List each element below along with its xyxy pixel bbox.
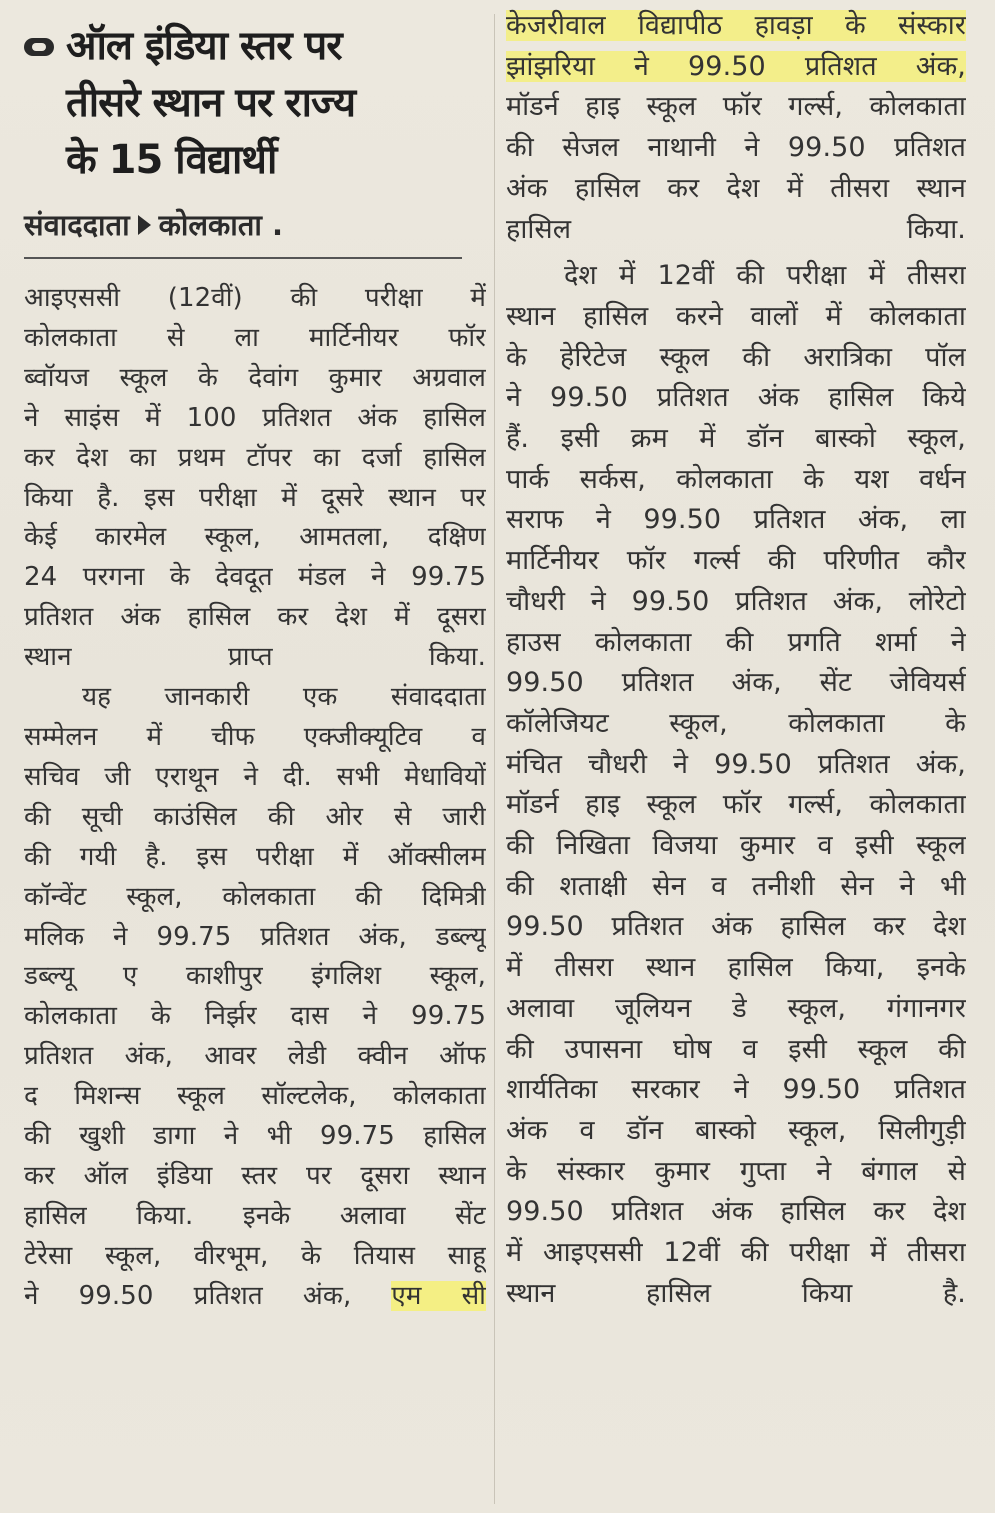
text-line: हैं. इसी क्रम में डॉन बास्को स्कूल, [506, 423, 966, 455]
triangle-icon [138, 215, 151, 235]
text-line: अंक हासिल कर देश में तीसरा स्थान [506, 172, 966, 204]
text-line: प्रतिशत अंक हासिल कर देश में दूसरा [24, 602, 486, 633]
text-line: मंचित चौधरी ने 99.50 प्रतिशत अंक, [506, 748, 966, 780]
right-paragraph-2 [506, 256, 966, 1314]
text-line: के हेरिटेज स्कूल की अरात्रिका पॉल [506, 341, 966, 373]
text-line: कोलकाता के निर्झर दास ने 99.75 [24, 1001, 486, 1032]
text-line: अलावा जूलियन डे स्कूल, गंगानगर [506, 992, 966, 1024]
text-line: स्थान प्राप्त किया. [24, 642, 486, 673]
text-line: प्रतिशत अंक, आवर लेडी क्वीन ऑफ [24, 1041, 486, 1072]
text-line: कर देश का प्रथम टॉपर का दर्जा हासिल [24, 442, 486, 473]
text-line: की उपासना घोष व इसी स्कूल की [506, 1033, 966, 1065]
text-line: किया है. इस परीक्षा में दूसरे स्थान पर [24, 482, 486, 513]
text-line: की निखिता विजया कुमार व इसी स्कूल [506, 830, 966, 862]
text-line: की खुशी डागा ने भी 99.75 हासिल [24, 1121, 486, 1152]
text-line: केई कारमेल स्कूल, आमतला, दक्षिण [24, 522, 486, 553]
text-line: में आइएससी 12वीं की परीक्षा में तीसरा [506, 1237, 966, 1269]
text-line: मलिक ने 99.75 प्रतिशत अंक, डब्ल्यू [24, 921, 486, 952]
text-line: अंक व डॉन बास्को स्कूल, सिलीगुड़ी [506, 1114, 966, 1146]
text-line-last [24, 1277, 486, 1317]
text-line: कॉलेजियट स्कूल, कोलकाता के [506, 707, 966, 739]
text-line: देश में 12वीं की परीक्षा में तीसरा [564, 260, 966, 292]
left-column [24, 18, 486, 1317]
highlighted-text: एम सी [391, 1280, 486, 1311]
text-line: की सेजल नाथानी ने 99.50 प्रतिशत [506, 132, 966, 164]
byline-rule [24, 257, 462, 259]
text-line: सचिव जी एराथून ने दी. सभी मेधावियों [24, 761, 486, 792]
text-line: ने साइंस में 100 प्रतिशत अंक हासिल [24, 402, 486, 433]
text-line: आइएससी (12वीं) की परीक्षा में [24, 283, 486, 313]
left-paragraph-1 [24, 279, 486, 678]
text-line: हाउस कोलकाता की प्रगति शर्मा ने [506, 626, 966, 658]
text-line: में तीसरा स्थान हासिल किया, इनके [506, 952, 966, 984]
text-line: कॉन्वेंट स्कूल, कोलकाता की दिमित्री [24, 881, 486, 912]
text-line: कोलकाता से ला मार्टिनीयर फॉर [24, 322, 486, 353]
bullet-icon [24, 38, 54, 56]
text-line: मॉडर्न हाइ स्कूल फॉर गर्ल्स, कोलकाता [506, 91, 966, 123]
text-line: 99.50 प्रतिशत अंक, सेंट जेवियर्स [506, 667, 966, 699]
text-line: के संस्कार कुमार गुप्ता ने बंगाल से [506, 1155, 966, 1187]
text-line: 99.50 प्रतिशत अंक हासिल कर देश [506, 1196, 966, 1228]
text-line: ब्वॉयज स्कूल के देवांग कुमार अग्रवाल [24, 362, 486, 393]
highlighted-line [506, 6, 966, 47]
text-line: मॉडर्न हाइ स्कूल फॉर गर्ल्स, कोलकाता [506, 789, 966, 821]
text-line: की गयी है. इस परीक्षा में ऑक्सीलम [24, 841, 486, 872]
text-line: सम्मेलन में चीफ एक्जीक्यूटिव व [24, 721, 486, 752]
text-line: ने 99.50 प्रतिशत अंक हासिल किये [506, 382, 966, 414]
text-line: 99.50 प्रतिशत अंक हासिल कर देश [506, 911, 966, 943]
text-line: यह जानकारी एक संवाददाता [82, 682, 486, 713]
byline [24, 205, 486, 245]
text-line: डब्ल्यू ए काशीपुर इंगलिश स्कूल, [24, 961, 486, 992]
left-paragraph-2 [24, 678, 486, 1317]
text-line: पार्क सर्कस, कोलकाता के यश वर्धन [506, 463, 966, 495]
text-line: की सूची काउंसिल की ओर से जारी [24, 801, 486, 832]
headline-line: के 15 विद्यार्थी [66, 137, 277, 183]
highlighted-text: केजरीवाल विद्यापीठ हावड़ा के संस्कार [506, 10, 966, 41]
right-paragraph-1 [506, 6, 966, 250]
text-line: 24 परगना के देवदूत मंडल ने 99.75 [24, 562, 486, 593]
headline [24, 18, 486, 189]
text-line: स्थान हासिल करने वालों में कोलकाता [506, 300, 966, 332]
text-line: मार्टिनीयर फॉर गर्ल्स की परिणीत कौर [506, 545, 966, 577]
text-line: शार्यतिका सरकार ने 99.50 प्रतिशत [506, 1074, 966, 1106]
text-line: की शताक्षी सेन व तनीशी सेन ने भी [506, 870, 966, 902]
byline-place: कोलकाता . [158, 208, 283, 242]
headline-line: ऑल इंडिया स्तर पर [66, 23, 342, 69]
text-line: कर ऑल इंडिया स्तर पर दूसरा स्थान [24, 1160, 486, 1191]
text-line: टेरेसा स्कूल, वीरभूम, के तियास साहू [24, 1240, 486, 1271]
byline-author: संवाददाता [24, 208, 130, 242]
text-line: हासिल किया. इनके अलावा सेंट [24, 1200, 486, 1231]
headline-line: तीसरे स्थान पर राज्य [66, 80, 356, 126]
highlighted-line [506, 47, 966, 88]
text-line: हासिल किया. [506, 213, 966, 245]
text-line: चौधरी ने 99.50 प्रतिशत अंक, लोरेटो [506, 585, 966, 617]
column-divider [494, 14, 495, 1504]
text-line: द मिशन्स स्कूल सॉल्टलेक, कोलकाता [24, 1081, 486, 1112]
right-column [506, 6, 966, 1315]
text-line: स्थान हासिल किया है. [506, 1277, 966, 1309]
highlighted-text: झांझरिया ने 99.50 प्रतिशत अंक, [506, 50, 966, 82]
text-line: सराफ ने 99.50 प्रतिशत अंक, ला [506, 504, 966, 536]
text-fragment: ने 99.50 प्रतिशत अंक, [24, 1280, 352, 1311]
